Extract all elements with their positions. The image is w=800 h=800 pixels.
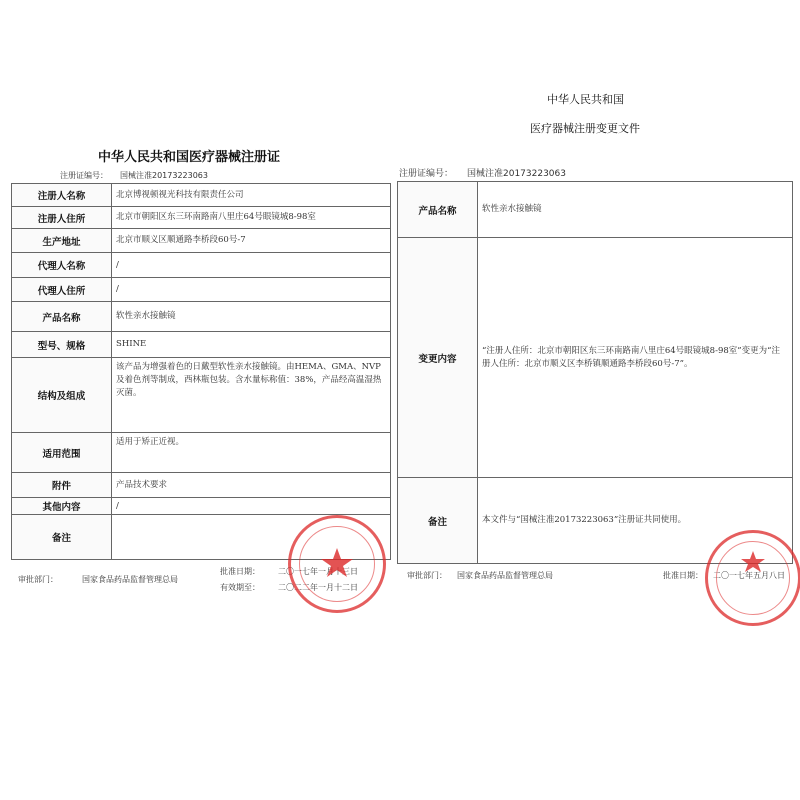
- table-row: [12, 184, 391, 207]
- table-row: [12, 302, 391, 332]
- seal-star-icon: [321, 548, 353, 577]
- valid-date-value: 二〇二二年一月十二日: [278, 583, 358, 592]
- row-label: 其他内容: [12, 498, 112, 515]
- table-row: [12, 473, 391, 498]
- row-value: /: [112, 278, 391, 302]
- row-value: 北京市朝阳区东三环南路南八里庄64号眼镜城8-98室: [112, 207, 391, 229]
- table-row: [12, 253, 391, 278]
- row-label: 附件: [12, 473, 112, 498]
- row-label: 注册人名称: [12, 184, 112, 207]
- certificate-title: 中华人民共和国医疗器械注册证: [98, 150, 281, 165]
- approver-value: 国家食品药品监督管理总局: [82, 575, 178, 584]
- change-title-line2: 医疗器械注册变更文件: [530, 122, 640, 135]
- row-label: 注册人住所: [12, 207, 112, 229]
- table-row: [398, 182, 793, 238]
- official-seal-right: [705, 530, 800, 626]
- row-value: SHINE: [112, 332, 391, 358]
- approve-date-label: 批准日期：: [220, 567, 260, 576]
- row-value: /: [112, 498, 391, 515]
- row-label: 代理人名称: [12, 253, 112, 278]
- row-value: 该产品为增强着色的日戴型软性亲水接触镜。由HEMA、GMA、NVP及着色剂等制成，西林瓶包装。含水量标称值：38%，产品经高温湿热灭菌。: [112, 358, 391, 433]
- change-reg-no-label: 注册证编号：: [399, 169, 454, 179]
- row-value: 产品技术要求: [112, 473, 391, 498]
- approver-label: 审批部门：: [18, 575, 58, 584]
- change-approver-value: 国家食品药品监督管理总局: [457, 571, 553, 580]
- row-label: 型号、规格: [12, 332, 112, 358]
- table-row: [12, 278, 391, 302]
- row-label: 适用范围: [12, 433, 112, 473]
- row-value: 适用于矫正近视。: [112, 433, 391, 473]
- row-value: /: [112, 253, 391, 278]
- row-value: 北京市顺义区顺通路李桥段60号-7: [112, 229, 391, 253]
- table-row: [12, 332, 391, 358]
- change-title-line1: 中华人民共和国: [547, 93, 624, 106]
- row-label: 生产地址: [12, 229, 112, 253]
- row-value: 本文件与“国械注准20173223063”注册证共同使用。: [478, 478, 793, 564]
- row-label: 产品名称: [398, 182, 478, 238]
- table-row: [12, 358, 391, 433]
- valid-date-label: 有效期至：: [220, 583, 260, 592]
- row-value: 软性亲水接触镜: [112, 302, 391, 332]
- certificate-table: [11, 183, 391, 560]
- change-approve-date-value: 二〇一七年五月八日: [713, 571, 785, 580]
- row-value: “注册人住所：北京市朝阳区东三环南路南八里庄64号眼镜城8-98室”变更为“注册人住所：北京市顺义区李桥镇顺通路李桥段60号-7”。: [478, 238, 793, 478]
- change-reg-no-value: 国械注准20173223063: [467, 169, 566, 179]
- row-value: 软性亲水接触镜: [478, 182, 793, 238]
- table-row: [12, 229, 391, 253]
- row-label: 备注: [12, 515, 112, 560]
- change-table: [397, 181, 793, 564]
- table-row: [12, 498, 391, 515]
- change-approve-date-label: 批准日期：: [663, 571, 703, 580]
- row-label: 结构及组成: [12, 358, 112, 433]
- row-label: 变更内容: [398, 238, 478, 478]
- seal-graphic: [708, 533, 798, 623]
- reg-no-value: 国械注准20173223063: [120, 171, 208, 180]
- seal-graphic: [291, 518, 383, 610]
- table-row: [12, 207, 391, 229]
- row-label: 备注: [398, 478, 478, 564]
- row-value: 北京博视顿视光科技有限责任公司: [112, 184, 391, 207]
- row-label: 代理人住所: [12, 278, 112, 302]
- table-row: [12, 433, 391, 473]
- official-seal-left: [288, 515, 386, 613]
- reg-no-label: 注册证编号：: [60, 171, 108, 180]
- change-approver-label: 审批部门：: [407, 571, 447, 580]
- table-row: [398, 238, 793, 478]
- seal-star-icon: [741, 551, 765, 572]
- row-label: 产品名称: [12, 302, 112, 332]
- approve-date-value: 二〇一七年一月十三日: [278, 567, 358, 576]
